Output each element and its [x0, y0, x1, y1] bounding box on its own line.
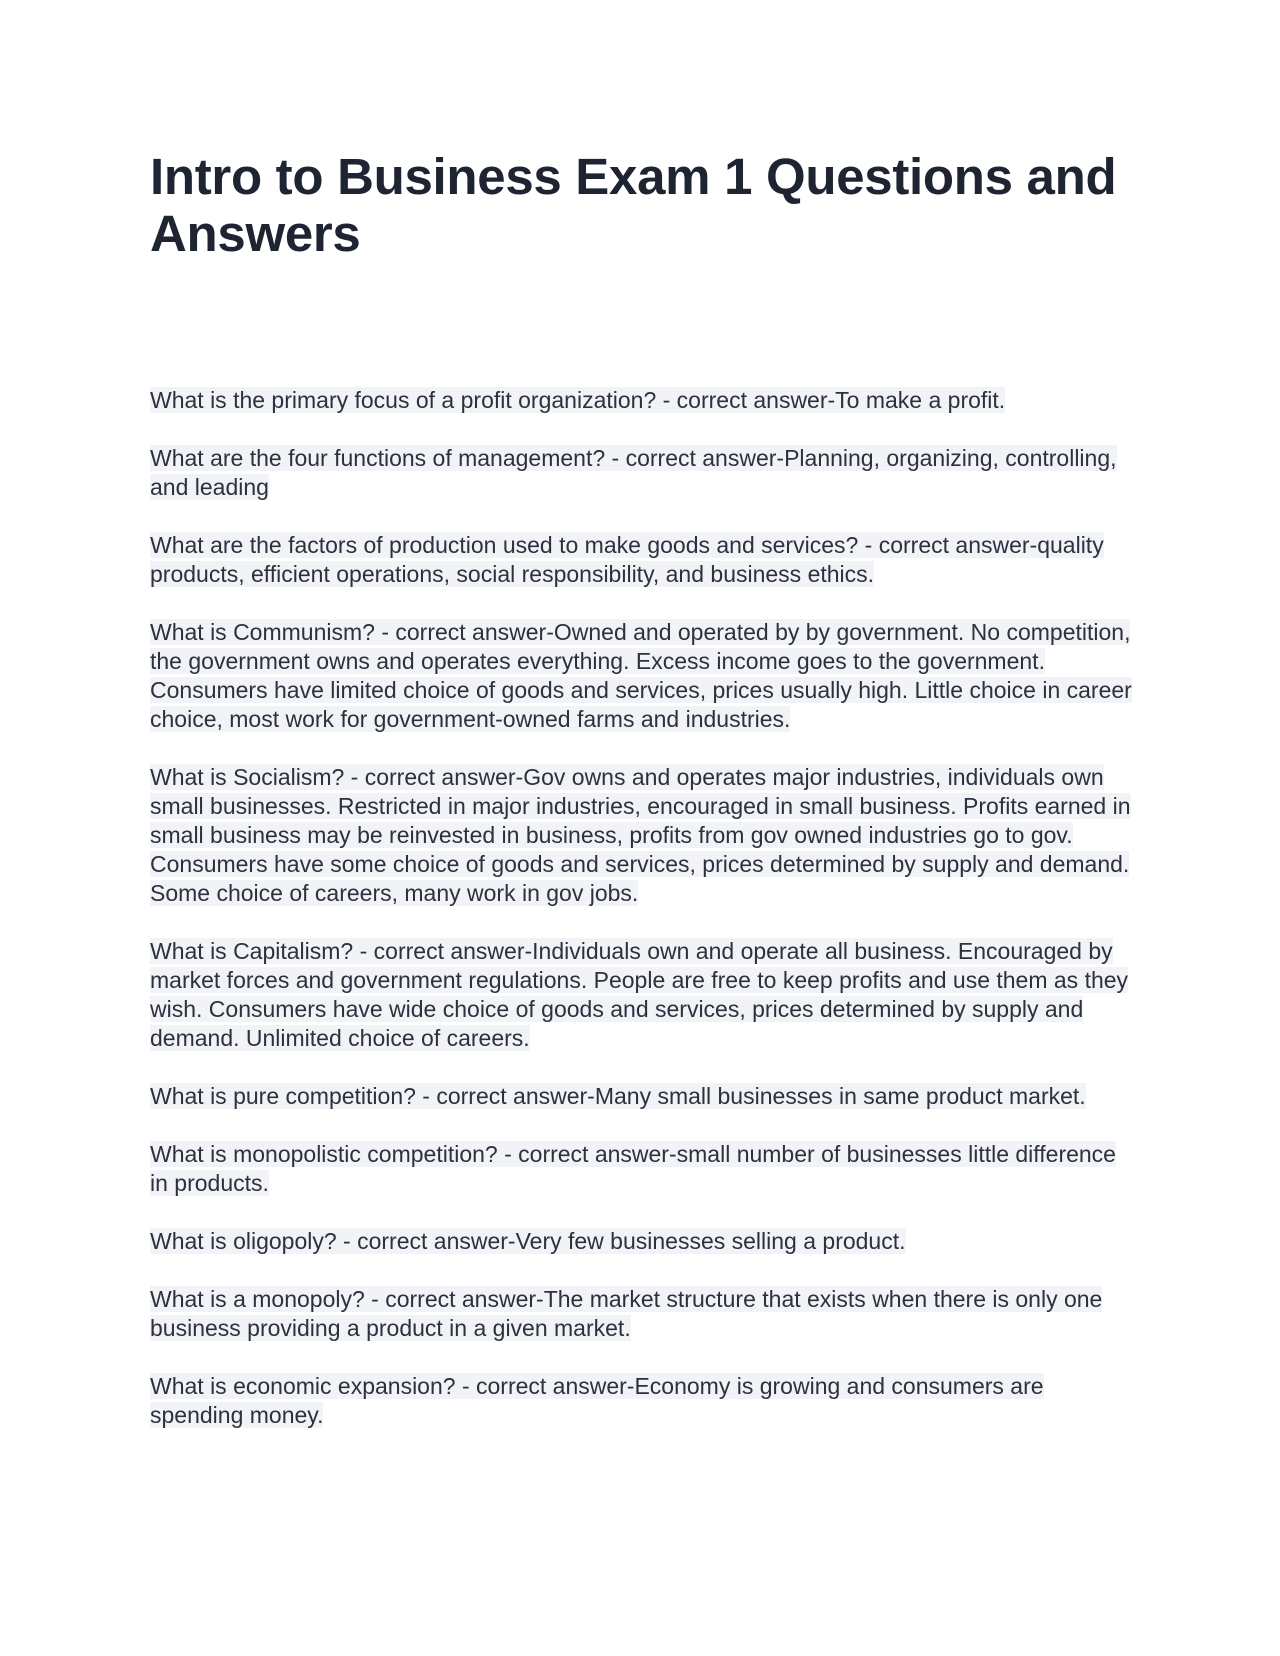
qa-text: What is monopolistic competition? - correct answer-small number of businesses little difference in products.	[150, 1141, 1116, 1196]
qa-list	[150, 386, 1140, 1430]
document-page	[150, 148, 1140, 1459]
qa-text: What is a monopoly? - correct answer-The market structure that exists when there is only one business providing a product in a given market.	[150, 1286, 1103, 1341]
qa-item	[150, 1227, 1140, 1256]
qa-item	[150, 1082, 1140, 1111]
qa-item	[150, 618, 1140, 734]
qa-text: What is pure competition? - correct answer-Many small businesses in same product market.	[150, 1083, 1086, 1109]
qa-text: What are the four functions of management? - correct answer-Planning, organizing, controlling, and leading	[150, 445, 1117, 500]
qa-item	[150, 1140, 1140, 1198]
qa-text: What is oligopoly? - correct answer-Very few businesses selling a product.	[150, 1228, 906, 1254]
qa-text: What is Capitalism? - correct answer-Individuals own and operate all business. Encouraged by market forces and government regulations. People are free to keep profits and use them as they wish. Consumers have wide choice of goods and services, prices determined by supply and demand. Unlimited choice of careers.	[150, 938, 1129, 1051]
qa-item	[150, 937, 1140, 1053]
qa-text: What is Socialism? - correct answer-Gov owns and operates major industries, individuals own small businesses. Restricted in major industries, encouraged in small business. Profits earned in small business may be reinvested in business, profits from gov owned industries go to gov. Consumers have some choice of goods and services, prices determined by supply and demand. Some choice of careers, many work in gov jobs.	[150, 764, 1131, 906]
qa-text: What is the primary focus of a profit organization? - correct answer-To make a profit.	[150, 387, 1006, 413]
qa-item	[150, 763, 1140, 908]
qa-item	[150, 1285, 1140, 1343]
qa-item	[150, 1372, 1140, 1430]
qa-item	[150, 531, 1140, 589]
qa-item	[150, 444, 1140, 502]
qa-item	[150, 386, 1140, 415]
qa-text: What are the factors of production used to make goods and services? - correct answer-quality products, efficient operations, social responsibility, and business ethics.	[150, 532, 1104, 587]
qa-text: What is Communism? - correct answer-Owned and operated by by government. No competition, the government owns and operates everything. Excess income goes to the government. Consumers have limited choice of goods and services, prices usually high. Little choice in career choice, most work for government-owned farms and industries.	[150, 619, 1132, 732]
qa-text: What is economic expansion? - correct answer-Economy is growing and consumers are spending money.	[150, 1373, 1044, 1428]
document-title: Intro to Business Exam 1 Questions and Answers	[150, 148, 1117, 262]
